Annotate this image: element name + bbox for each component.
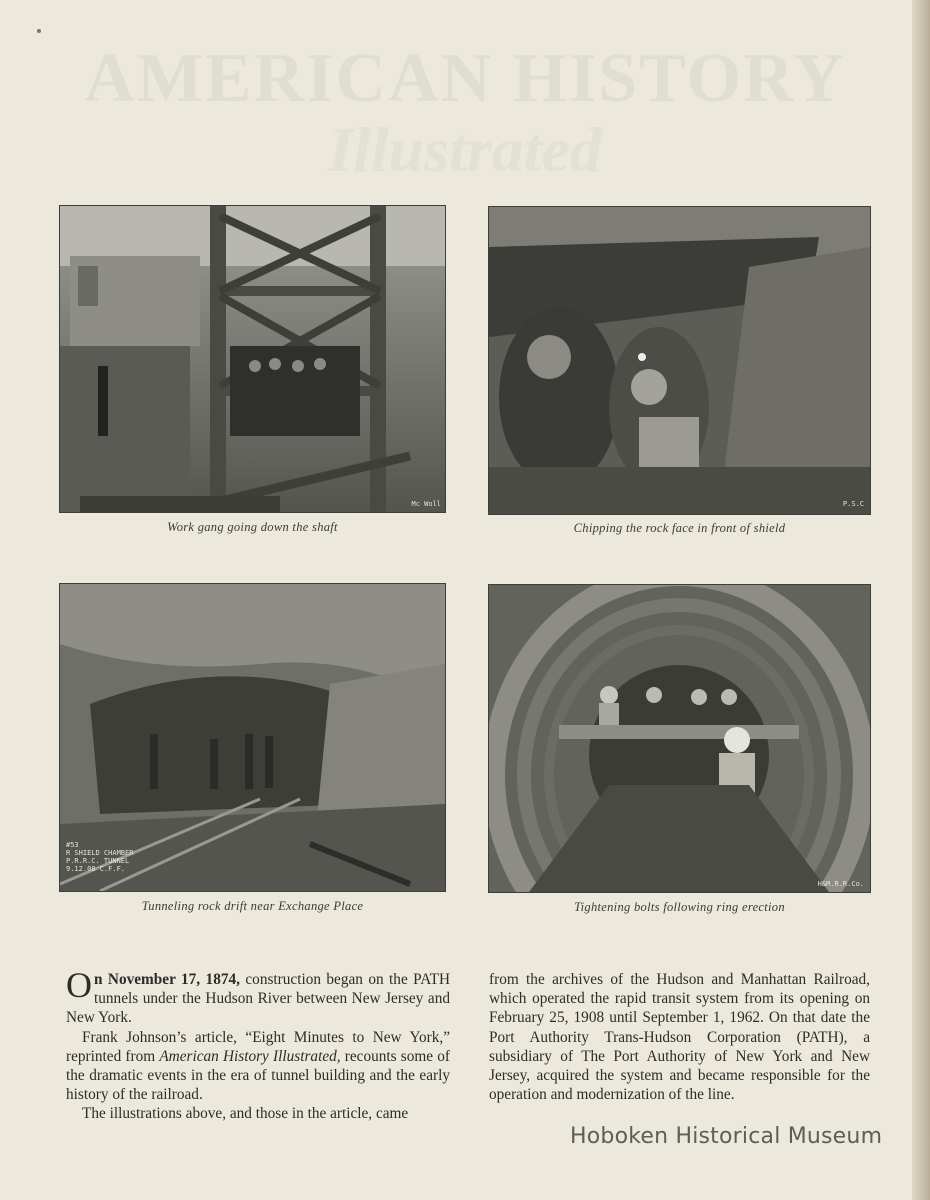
article-column-right — [489, 970, 870, 1104]
photo-tunneling-rock-drift — [60, 584, 445, 891]
article-paragraph — [66, 965, 450, 1028]
photo-plate-mark: #53 R SHIELD CHAMBER P.R.R.C. TUNNEL 9.12.08 C.F.F. — [66, 840, 134, 873]
photo-caption: Chipping the rock face in front of shield — [573, 521, 786, 535]
photo-plate-mark: P.S.C — [842, 499, 864, 508]
drop-cap: O — [66, 965, 92, 1005]
museum-watermark: Hoboken Historical Museum — [570, 1124, 883, 1149]
article-paragraph — [66, 1028, 450, 1105]
photo-tightening-bolts — [489, 585, 870, 892]
publication-title: American History Illustrated, — [159, 1047, 341, 1065]
article-text: The illustrations above, and those in the article, came — [82, 1105, 409, 1123]
photo-work-gang-shaft — [60, 206, 445, 512]
article-paragraph: from the archives of the Hudson and Manhattan Railroad, which operated the rapid transit system from its opening on February 25, 1908 until September 1, 1962. On that date the Port Authority Trans-Hudson Corporation (PATH), a subsidiary of The Port Authority of New York and New Jersey, acquired the system and became responsible for the operation and modernization of the line. — [489, 971, 870, 1104]
article-text: construction began on the PATH tunnels under the Hudson River between New Jersey and New York. — [66, 971, 450, 1027]
photo-caption: Tightening bolts following ring erection — [574, 900, 785, 914]
article-paragraph — [66, 1104, 450, 1123]
show-through-title: AMERICAN HISTORY — [84, 40, 846, 117]
show-through-subtitle: Illustrated — [328, 114, 602, 185]
article-column-left — [66, 965, 450, 1124]
article-lead-date: n November 17, 1874, — [94, 971, 240, 988]
dust-speck — [37, 29, 41, 33]
article-text: Frank Johnson’s article, “Eight Minutes to New York,” reprinted from — [66, 1028, 450, 1065]
article-text: recounts some of the dramatic events in the era of tunnel building and the early history of the railroad. — [66, 1047, 450, 1104]
photo-caption: Tunneling rock drift near Exchange Place — [141, 899, 364, 913]
photo-chipping-rock-face — [489, 207, 870, 514]
photo-caption: Work gang going down the shaft — [167, 520, 338, 534]
photo-plate-mark: H&M.R.R.Co. — [817, 879, 864, 888]
photo-plate-mark: Mc Woll — [411, 499, 441, 508]
